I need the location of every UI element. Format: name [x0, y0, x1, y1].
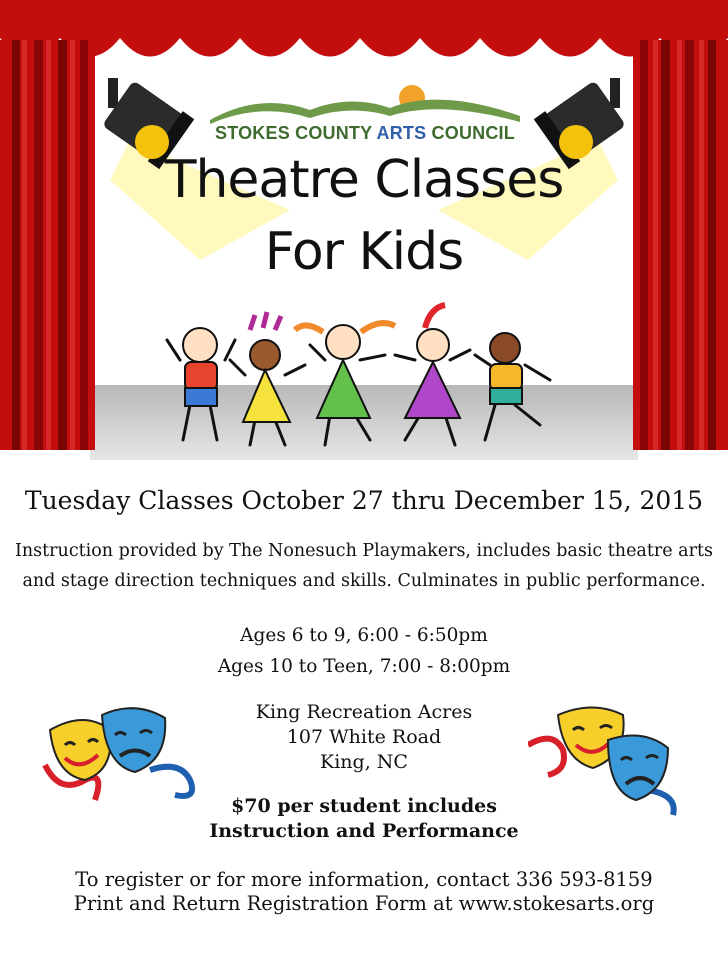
arts-council-logo [200, 80, 530, 145]
class-dates: Tuesday Classes October 27 thru December 15, 2015 [24, 486, 704, 515]
mountain-sun-icon [200, 80, 530, 128]
comedy-tragedy-masks-icon [528, 700, 688, 820]
venue-city: King, NC [320, 751, 408, 773]
dancing-kids-illustration [155, 300, 575, 450]
page-title-line2: For Kids [264, 222, 464, 282]
contact-info [0, 868, 728, 916]
logo-text: STOKES COUNTY ARTS COUNCIL [215, 123, 515, 143]
session-item: Ages 10 to Teen, 7:00 - 8:00pm [217, 656, 511, 677]
session-times [0, 620, 728, 682]
contact-phone: To register or for more information, contact 336 593-8159 [75, 868, 653, 891]
price-line: $70 per student includes [231, 795, 497, 817]
session-item: Ages 6 to 9, 6:00 - 6:50pm [240, 625, 488, 646]
page-title-line1: Theatre Classes [164, 150, 564, 210]
venue-street: 107 White Road [286, 726, 442, 748]
curtain-left [0, 40, 95, 450]
curtain-right [633, 40, 728, 450]
venue-name: King Recreation Acres [255, 701, 473, 723]
contact-website: Print and Return Registration Form at www.stokesarts.org [73, 892, 655, 915]
curtain-valance [0, 0, 728, 70]
price-line: Instruction and Performance [209, 820, 519, 842]
description-line: Instruction provided by The Nonesuch Playmakers, includes basic theatre arts [14, 541, 713, 561]
stage-illustration [0, 0, 728, 460]
comedy-tragedy-masks-icon [40, 700, 200, 810]
description-line: and stage direction techniques and skills. Culminates in public performance. [22, 571, 706, 591]
class-description [0, 536, 728, 596]
